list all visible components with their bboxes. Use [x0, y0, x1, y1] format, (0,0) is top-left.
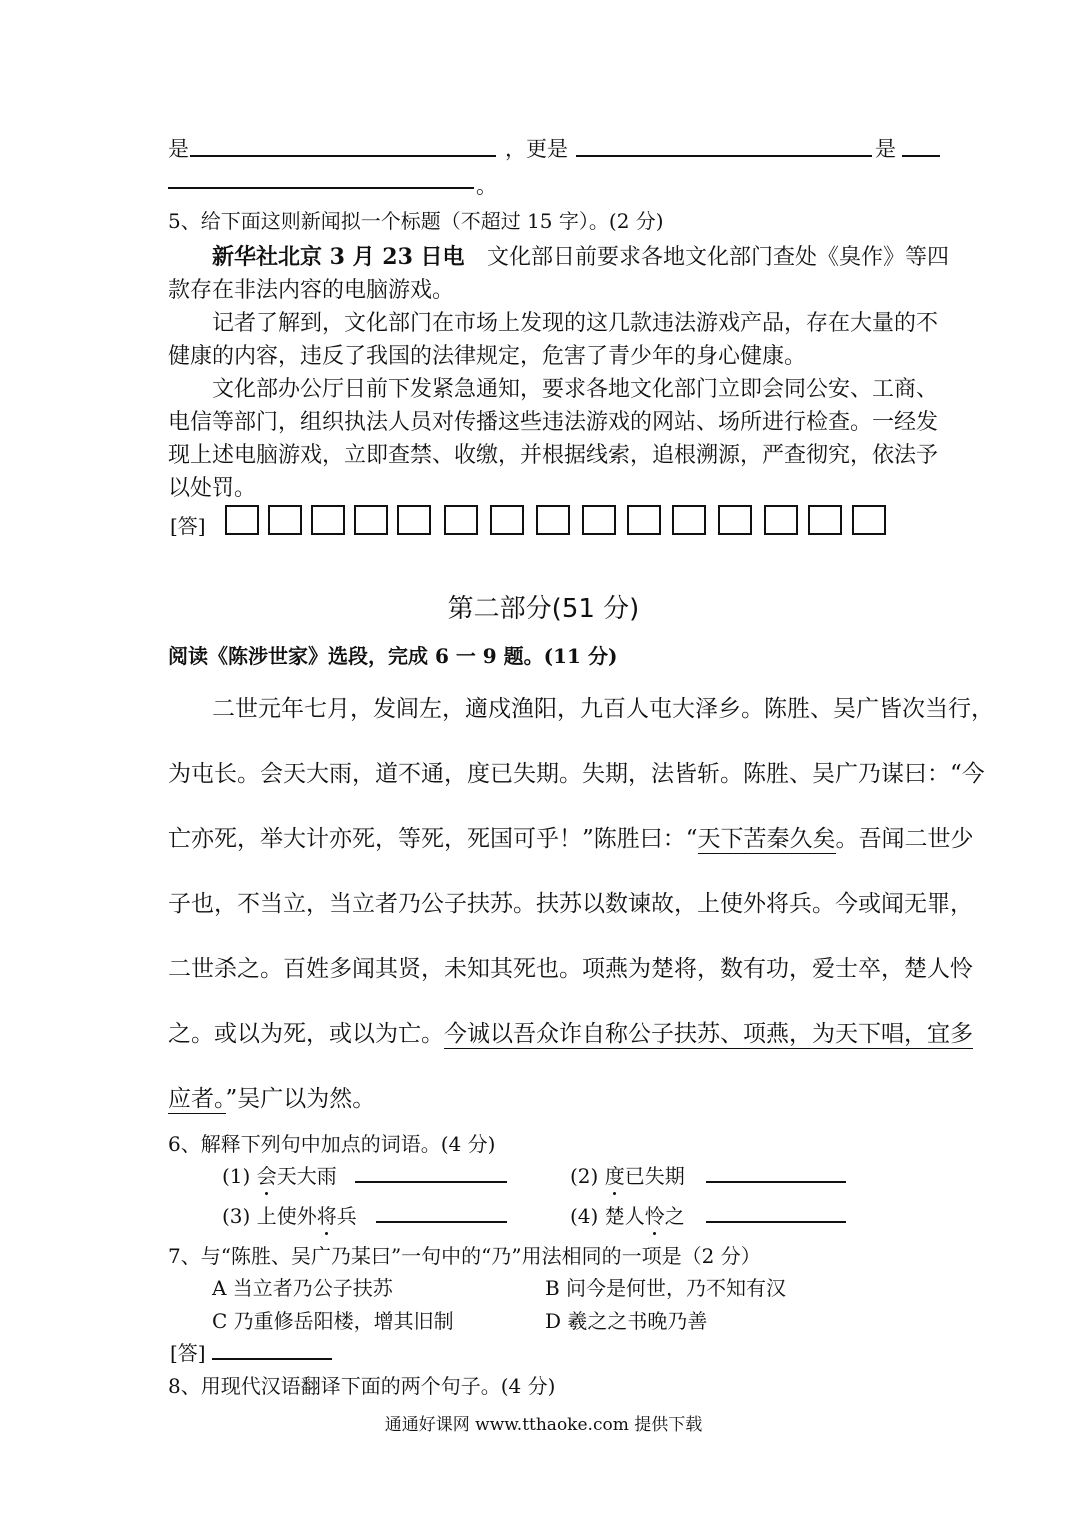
q5-prompt: 5、给下面这则新闻拟一个标题（不超过 15 字）。(2 分) [168, 209, 664, 233]
q7-option-d[interactable]: D 羲之之书晚乃善 [545, 1309, 708, 1333]
q6-item-4 [570, 1200, 685, 1229]
passage-line-5: 二世杀之。百姓多闻其贤，未知其死也。项燕为楚将，数有功，爱士卒，楚人怜 [168, 956, 973, 982]
title-char-box-14[interactable] [808, 505, 842, 535]
q6-item-1-dotted: 会 [256, 1164, 277, 1188]
passage-line-3 [168, 820, 974, 853]
news-p3-line1: 文化部办公厅日前下发紧急通知，要求各地文化部门立即会同公安、工商、 [212, 377, 939, 402]
q6-item-4-post: 之 [664, 1204, 685, 1228]
fill-blank-1[interactable] [190, 155, 496, 157]
q6-item-2-dotted: 度 [604, 1164, 625, 1188]
title-char-box-4[interactable] [354, 505, 388, 535]
title-char-box-2[interactable] [268, 505, 302, 535]
title-char-box-3[interactable] [311, 505, 345, 535]
title-char-box-8[interactable] [536, 505, 570, 535]
passage-line-1: 二世元年七月，发闾左，適戍渔阳，九百人屯大泽乡。陈胜、吴广皆次当行， [212, 696, 994, 722]
news-p2-line2: 健康的内容，违反了我国的法律规定，危害了青少年的身心健康。 [168, 344, 807, 369]
q6-blank-1[interactable] [355, 1181, 507, 1183]
title-char-box-9[interactable] [582, 505, 616, 535]
title-char-box-6[interactable] [444, 505, 478, 535]
q6-blank-4[interactable] [706, 1221, 846, 1223]
underlined-sentence-1: 天下苦秦久矣 [697, 826, 836, 852]
fill-end: 。 [476, 174, 497, 198]
title-char-box-12[interactable] [718, 505, 752, 535]
reading-instruction: 阅读《陈涉世家》选段，完成 6 一 9 题。(11 分) [168, 644, 618, 668]
title-char-box-10[interactable] [627, 505, 661, 535]
q6-prompt: 6、解释下列句中加点的词语。(4 分) [168, 1132, 496, 1156]
passage-line-3-a: 亡亦死，举大计亦死，等死，死国可乎！”陈胜曰：“ [168, 826, 698, 852]
passage-line-7 [168, 1080, 375, 1113]
news-p1-line1: 文化部日前要求各地文化部门查处《臭作》等四 [487, 245, 950, 270]
passage-line-2: 为屯长。会天大雨，道不通，度已失期。失期，法皆斩。陈胜、吴广乃谋曰：“今 [168, 761, 985, 787]
q7-prompt: 7、与“陈胜、吴广乃某曰”一句中的“乃”用法相同的一项是（2 分） [168, 1244, 761, 1268]
q6-item-4-num: (4) [570, 1204, 599, 1228]
news-p3-line2: 电信等部门，组织执法人员对传播这些违法游戏的网站、场所进行检查。一经发 [168, 410, 939, 435]
title-char-box-11[interactable] [672, 505, 706, 535]
q6-item-1-num: (1) [222, 1164, 251, 1188]
title-char-box-15[interactable] [852, 505, 886, 535]
q7-answer-blank[interactable] [212, 1358, 332, 1360]
title-char-box-7[interactable] [490, 505, 524, 535]
passage-line-6-a: 之。或以为死，或以为亡。 [168, 1021, 444, 1047]
q6-item-3-post: 兵 [336, 1204, 357, 1228]
q7-answer-label: [答] [170, 1341, 206, 1365]
passage-line-4: 子也，不当立，当立者乃公子扶苏。扶苏以数谏故，上使外将兵。今或闻无罪， [168, 891, 973, 917]
title-char-box-1[interactable] [225, 505, 259, 535]
q6-item-4-dotted: 怜 [644, 1204, 665, 1228]
q7-option-c[interactable]: C 乃重修岳阳楼，增其旧制 [212, 1309, 454, 1333]
q5-answer-label: [答] [170, 514, 206, 538]
q6-item-2 [570, 1160, 685, 1189]
news-p3-line4: 以处罚。 [168, 476, 257, 501]
news-p2-line1: 记者了解到，文化部门在市场上发现的这几款违法游戏产品，存在大量的不 [212, 311, 939, 336]
title-char-box-13[interactable] [764, 505, 798, 535]
passage-line-7-b: ”吴广以为然。 [225, 1086, 376, 1112]
fill-text-2: ，更是 [505, 137, 568, 161]
news-dateline: 新华社北京 3 月 23 日电 [212, 244, 465, 270]
q6-item-3-dotted: 将 [316, 1204, 337, 1228]
q7-option-b[interactable]: B 问今是何世，乃不知有汉 [545, 1276, 787, 1300]
fill-blank-3[interactable] [902, 155, 940, 157]
q6-item-1-post: 天大雨 [276, 1164, 337, 1188]
news-p3-line3: 现上述电脑游戏，立即查禁、收缴，并根据线索，追根溯源，严查彻究，依法予 [168, 443, 939, 468]
q6-item-2-num: (2) [570, 1164, 599, 1188]
underlined-sentence-2-end: 应者。 [168, 1086, 226, 1112]
fill-text-1: 是 [168, 137, 189, 161]
q6-item-2-post: 已失期 [624, 1164, 685, 1188]
q6-item-4-pre: 楚人 [604, 1204, 645, 1228]
news-p1-line2: 款存在非法内容的电脑游戏。 [168, 278, 455, 303]
passage-line-3-b: 。吾闻二世少 [835, 826, 974, 852]
q6-blank-3[interactable] [376, 1221, 507, 1223]
q8-prompt: 8、用现代汉语翻译下面的两个句子。(4 分) [168, 1374, 556, 1398]
q6-item-3-pre: 上使外 [256, 1204, 317, 1228]
section-title: 第二部分(51 分) [447, 594, 640, 624]
underlined-sentence-2: 今诚以吾众诈自称公子扶苏、项燕，为天下唱，宜多 [444, 1021, 973, 1047]
q7-option-a[interactable]: A 当立者乃公子扶苏 [212, 1276, 393, 1300]
fill-text-3: 是 [875, 137, 896, 161]
q6-blank-2[interactable] [706, 1181, 846, 1183]
fill-blank-2[interactable] [576, 155, 872, 157]
title-char-box-5[interactable] [397, 505, 431, 535]
page-footer: 通通好课网 www.tthaoke.com 提供下载 [384, 1415, 703, 1435]
passage-line-6 [168, 1015, 973, 1048]
q6-item-3-num: (3) [222, 1204, 251, 1228]
q6-item-1 [222, 1160, 337, 1189]
q6-item-3 [222, 1200, 357, 1229]
fill-blank-4[interactable] [168, 187, 474, 189]
